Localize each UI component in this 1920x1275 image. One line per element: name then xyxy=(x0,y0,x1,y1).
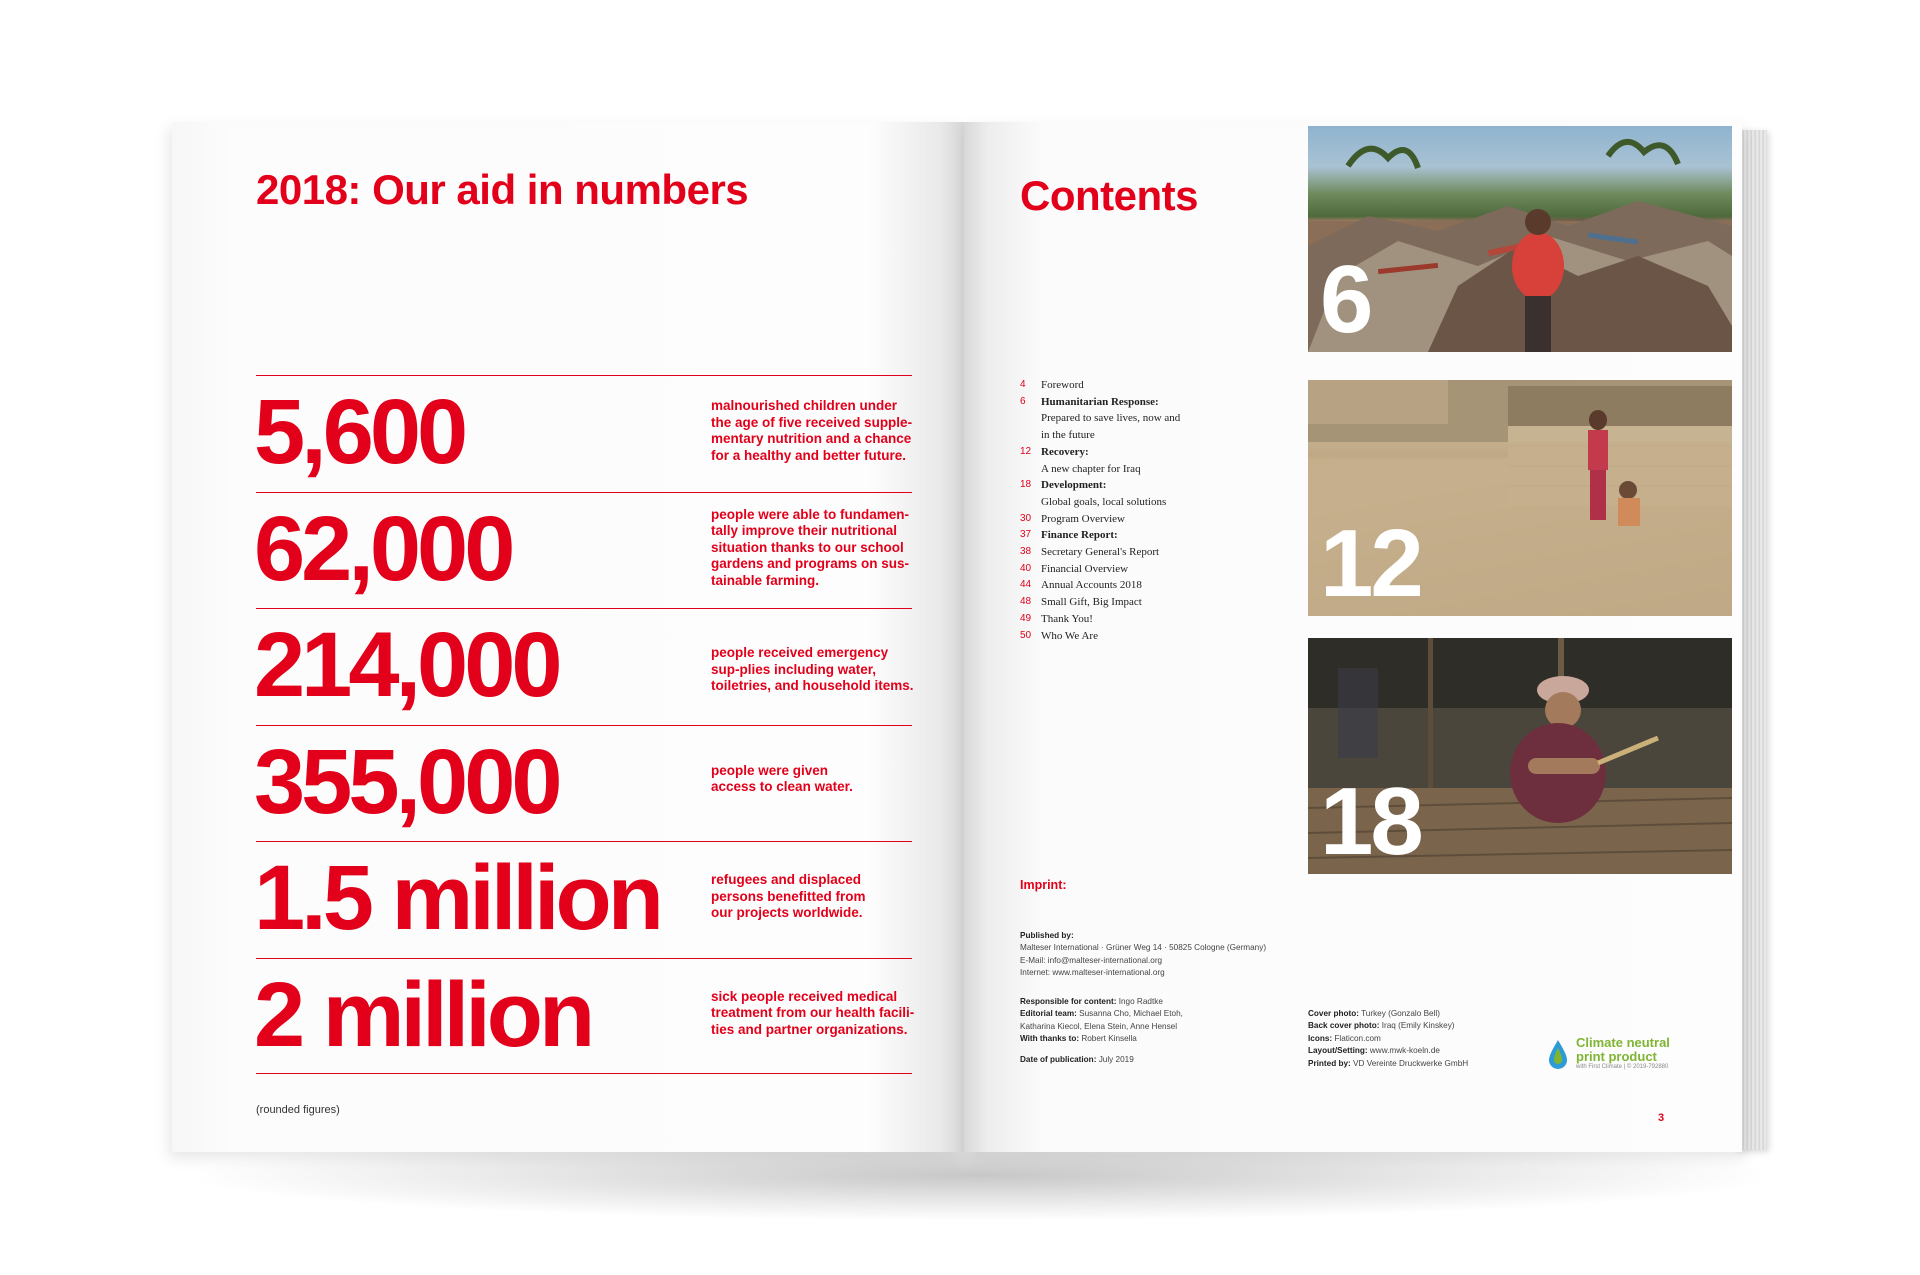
toc-entry-text: Who We Are xyxy=(1041,629,1098,642)
toc-item xyxy=(1020,461,1220,478)
toc-page-number: 40 xyxy=(1020,562,1032,574)
toc-entry-text: Financial Overview xyxy=(1041,562,1129,575)
chapter-number: 12 xyxy=(1320,510,1421,616)
stat-number: 214,000 xyxy=(254,614,559,716)
layout-label: Layout/Setting: xyxy=(1308,1046,1368,1056)
toc-item xyxy=(1020,494,1220,511)
chapter-number: 18 xyxy=(1320,768,1421,874)
toc-item xyxy=(1020,611,1220,628)
date-label: Date of publication: xyxy=(1020,1055,1097,1064)
toc-item xyxy=(1020,561,1220,578)
photo-woman-portrait xyxy=(1308,638,1732,874)
page-number: 3 xyxy=(1658,1112,1665,1124)
stats-list xyxy=(254,375,915,1074)
toc-item xyxy=(1020,594,1220,611)
toc-page-number xyxy=(1020,427,1041,444)
icons-label: Icons: xyxy=(1308,1033,1333,1043)
stat-description: people were given access to clean water. xyxy=(711,762,853,794)
rounded-figures-note: (rounded figures) xyxy=(256,1104,340,1116)
toc-page-number: 50 xyxy=(1020,629,1032,641)
published-label: Published by: xyxy=(1020,931,1074,940)
toc-entry-text: Foreword xyxy=(1041,379,1084,391)
toc-item xyxy=(1020,527,1220,544)
toc-item xyxy=(1020,477,1220,494)
printed-label: Printed by: xyxy=(1308,1058,1351,1068)
thanks-label: With thanks to: xyxy=(1020,1034,1080,1044)
left-page xyxy=(172,122,964,1152)
toc-entry-text: Humanitarian Response: xyxy=(1041,395,1159,408)
toc-page-number: 44 xyxy=(1020,579,1032,591)
climate-neutral-badge xyxy=(1546,1034,1726,1082)
stat-description: people were able to fundamen-tally improve their nutritional situation thanks to our school gardens and programs on sus-tainable farming. xyxy=(711,506,910,588)
right-page xyxy=(964,122,1742,1152)
stat-row xyxy=(256,375,912,492)
toc-page-number: 37 xyxy=(1020,529,1032,541)
toc-entry-text: A new chapter for Iraq xyxy=(1041,462,1141,475)
thanks-value: Robert Kinsella xyxy=(1081,1034,1137,1044)
toc-page-number xyxy=(1020,494,1041,511)
toc-page-number: 18 xyxy=(1020,479,1032,491)
stat-number: 355,000 xyxy=(254,730,559,833)
toc-item xyxy=(1020,410,1220,427)
toc-entry-text: Thank You! xyxy=(1041,612,1093,625)
toc-page-number: 4 xyxy=(1020,379,1026,390)
editorial-label: Editorial team: xyxy=(1020,1009,1077,1019)
toc-page-number: 49 xyxy=(1020,612,1032,624)
editorial-value: Susanna Cho, Michael Etoh, xyxy=(1079,1009,1183,1019)
toc-page-number: 38 xyxy=(1020,546,1032,558)
published-email: E-Mail: info@malteser-international.org xyxy=(1020,955,1163,965)
stat-row xyxy=(256,725,912,842)
toc-entry-text: Prepared to save lives, now and xyxy=(1041,412,1181,425)
toc-entry-text: Global goals, local solutions xyxy=(1041,495,1167,508)
toc-page-number xyxy=(1020,461,1041,478)
toc-item xyxy=(1020,628,1220,645)
contents-title: Contents xyxy=(1020,172,1198,219)
cover-label: Cover photo: xyxy=(1308,1009,1359,1018)
stat-row xyxy=(256,841,912,958)
stat-description: sick people received medical treatment from our health facili-ties and partner organizations. xyxy=(711,988,915,1037)
toc-item xyxy=(1020,544,1220,561)
table-of-contents xyxy=(1020,377,1220,644)
cover-value: Turkey (Gonzalo Bell) xyxy=(1361,1009,1440,1018)
stat-number: 2 million xyxy=(254,963,592,1066)
toc-item xyxy=(1020,427,1220,444)
photo-scene-debris xyxy=(1308,126,1732,352)
stat-number: 5,600 xyxy=(254,381,465,483)
climate-line-3: with First Climate | © 2019-792880 xyxy=(1576,1064,1669,1070)
layout-value: www.mwk-koeln.de xyxy=(1369,1046,1440,1056)
toc-page-number: 12 xyxy=(1020,445,1032,457)
toc-page-number: 30 xyxy=(1020,512,1032,524)
toc-item xyxy=(1020,511,1220,528)
printed-value: VD Vereinte Druckwerke GmbH xyxy=(1353,1058,1469,1068)
photo-turkey-debris xyxy=(1308,126,1732,352)
toc-item xyxy=(1020,394,1220,411)
page-title: 2018: Our aid in numbers xyxy=(256,166,749,213)
toc-entry-text: in the future xyxy=(1041,429,1095,442)
imprint-date xyxy=(1020,1054,1280,1066)
toc-entry-text: Development: xyxy=(1041,479,1107,492)
icons-value: Flaticon.com xyxy=(1334,1033,1381,1043)
climate-line-2: print product xyxy=(1576,1049,1657,1064)
published-website: Internet: www.malteser-international.org xyxy=(1020,968,1165,978)
toc-page-number: 48 xyxy=(1020,596,1032,608)
stat-row xyxy=(254,958,915,1075)
toc-item xyxy=(1020,577,1220,594)
stat-row xyxy=(256,492,912,609)
imprint-credits xyxy=(1020,996,1280,1046)
climate-line-1: Climate neutral xyxy=(1576,1035,1670,1050)
responsible-label: Responsible for content: xyxy=(1020,997,1117,1006)
leaf-drop-icon xyxy=(1546,1038,1570,1070)
responsible-value: Ingo Radtke xyxy=(1118,997,1163,1006)
chapter-number: 6 xyxy=(1320,246,1371,352)
toc-entry-text: Secretary General's Report xyxy=(1041,546,1160,559)
published-address: Malteser International · Grüner Weg 14 · 50825 Cologne (Germany) xyxy=(1020,943,1267,953)
stat-row xyxy=(256,608,912,725)
toc-entry-text: Program Overview xyxy=(1041,512,1126,525)
climate-badge-title xyxy=(1576,1036,1670,1064)
toc-entry-text: Annual Accounts 2018 xyxy=(1041,579,1142,592)
stat-description: people received emergency sup-plies including water, toiletries, and household items. xyxy=(711,645,914,693)
photo-iraq-children xyxy=(1308,380,1732,616)
imprint-published xyxy=(1020,930,1320,980)
stat-description: malnourished children under the age of five received supple-mentary nutrition and a chance for a healthy and better future. xyxy=(711,398,913,463)
imprint-photo-credits xyxy=(1308,1008,1528,1070)
toc-item xyxy=(1020,377,1220,394)
toc-item xyxy=(1020,444,1220,461)
imprint-heading: Imprint: xyxy=(1020,878,1067,892)
toc-entry-text: Recovery: xyxy=(1041,445,1089,458)
toc-entry-text: Finance Report: xyxy=(1041,529,1118,542)
stat-description: refugees and displaced persons benefitted from our projects worldwide. xyxy=(711,872,866,920)
date-value: July 2019 xyxy=(1098,1055,1134,1064)
back-cover-value: Iraq (Emily Kinskey) xyxy=(1381,1021,1455,1031)
toc-page-number xyxy=(1020,410,1041,427)
back-cover-label: Back cover photo: xyxy=(1308,1021,1380,1031)
toc-page-number: 6 xyxy=(1020,395,1026,407)
stat-number: 1.5 million xyxy=(254,847,660,949)
stat-number: 62,000 xyxy=(254,497,512,600)
editorial-value-2: Katharina Kiecol, Elena Stein, Anne Hensel xyxy=(1020,1021,1178,1031)
toc-entry-text: Small Gift, Big Impact xyxy=(1041,596,1142,609)
